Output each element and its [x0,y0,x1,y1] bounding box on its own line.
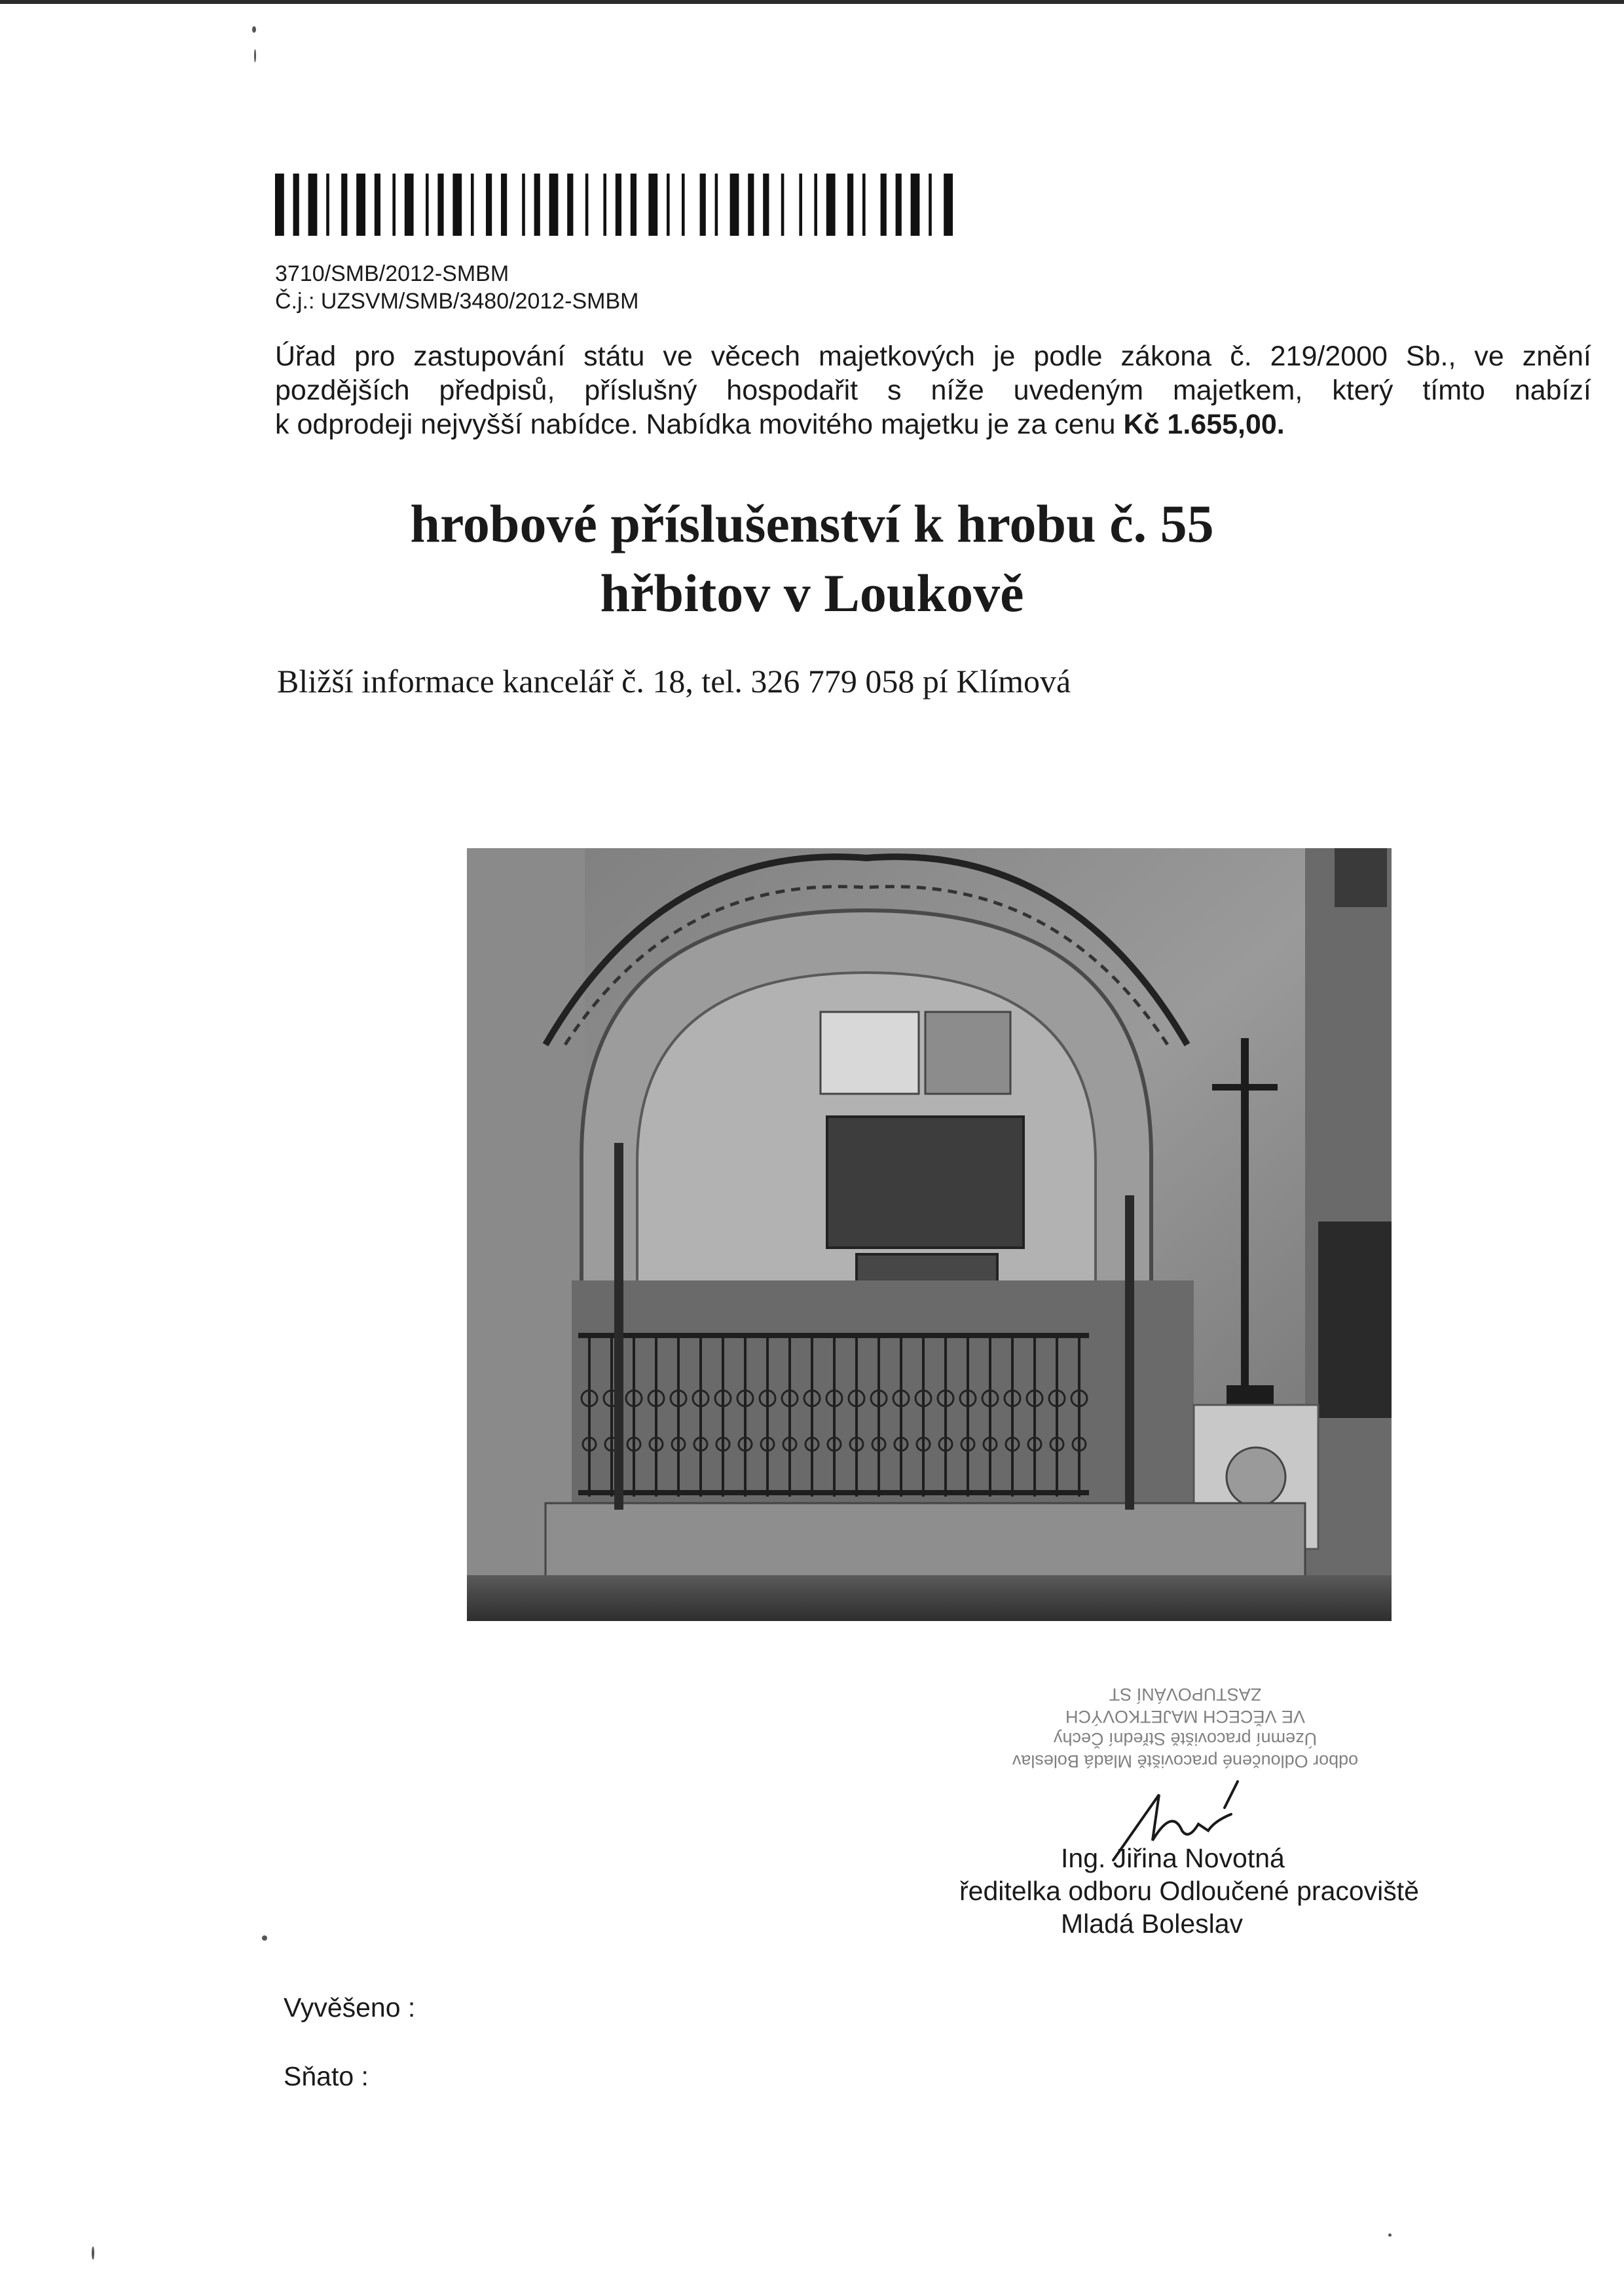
posted-label: Vyvěšeno : [284,1992,416,2023]
barcode-bar [667,174,670,236]
barcode-bar [522,174,525,236]
barcode-bar [748,174,754,236]
stamp-line-4: ZASTUPOVÁNÍ ST [1109,1685,1262,1704]
scan-speck [92,2247,94,2260]
barcode-bar [648,174,657,236]
barcode-bar [616,174,621,236]
barcode-bar [275,174,284,236]
reference-number: 3710/SMB/2012-SMBM [275,261,509,286]
barcode-bar [471,174,474,236]
barcode-bar [486,174,492,236]
barcode-bar [799,174,802,236]
barcode-bar [603,174,606,236]
barcode-bar [567,174,573,236]
title-line-1: hrobové příslušenství k hrobu č. 55 [410,494,1214,553]
scan-speck [1388,2233,1392,2237]
barcode-bar [293,174,299,236]
barcode-bar [715,174,718,236]
barcode-bar [534,174,540,236]
barcode-bar [452,174,462,236]
barcode-bar [631,174,637,236]
barcode-bar [405,174,414,236]
case-number: Č.j.: UZSVM/SMB/3480/2012-SMBM [275,289,639,314]
intro-line-1: Úřad pro zastupování státu ve věcech majetkových je podle zákona č. 219/2000 Sb., ve znění [275,341,1591,372]
removed-label: Sňato : [284,2061,369,2091]
intro-line-3 [275,407,1591,441]
barcode-bar [700,174,706,236]
grave-photo-drawing [467,848,1392,1621]
barcode-bar [881,174,887,236]
scan-speck [254,49,256,62]
barcode-bar [781,174,784,236]
barcode [275,174,956,236]
office-stamp [1002,1683,1369,1772]
grave-photo [467,848,1392,1621]
barcode-bar [847,174,853,236]
signatory-name: Ing. Jiřina Novotná [1061,1843,1285,1873]
barcode-bar [308,174,318,236]
barcode-bar [862,174,866,236]
scan-speck [262,1935,267,1941]
contact-info: Bližší informace kancelář č. 18, tel. 326 779 058 pí Klímová [277,663,1071,700]
barcode-bar [730,174,739,236]
barcode-bar [437,174,443,236]
price: Kč 1.655,00. [1123,409,1285,440]
stamp-line-3: VE VĚCECH MAJETKOVÝCH [1065,1707,1306,1726]
barcode-bar [763,174,769,236]
barcode-bar [814,174,817,236]
barcode-bar [826,174,836,236]
intro-line-3-text: k odprodeji nejvyšší nabídce. Nabídka movitého majetku je za cenu [275,409,1124,440]
barcode-bar [929,174,932,236]
barcode-bar [356,174,365,236]
scan-speck [252,26,256,33]
barcode-bar [341,174,347,236]
intro-line-2: pozdějších předpisů, příslušný hospodařit s níže uvedeným majetkem, který tímto nabízí [275,375,1591,406]
stamp-line-1: odbor Odloučené pracoviště Mladá Boleslav [1012,1751,1359,1771]
stamp-line-2: Územní pracoviště Střední Čechy [1053,1729,1318,1749]
barcode-bar [501,174,507,236]
barcode-bar [375,174,380,236]
scan-edge-line [0,0,1624,4]
barcode-bar [585,174,589,236]
title-line-2: hřbitov v Loukově [600,563,1024,623]
barcode-bar [326,174,329,236]
signatory-place: Mladá Boleslav [1061,1909,1244,1939]
barcode-bar [911,174,920,236]
barcode-bar [682,174,685,236]
barcode-bar [426,174,429,236]
barcode-bar [896,174,902,236]
barcode-bar [944,174,953,236]
barcode-bar [549,174,559,236]
signatory-role: ředitelka odboru Odloučené pracoviště [959,1876,1419,1906]
intro-paragraph [275,339,1591,441]
barcode-bar [392,174,396,236]
